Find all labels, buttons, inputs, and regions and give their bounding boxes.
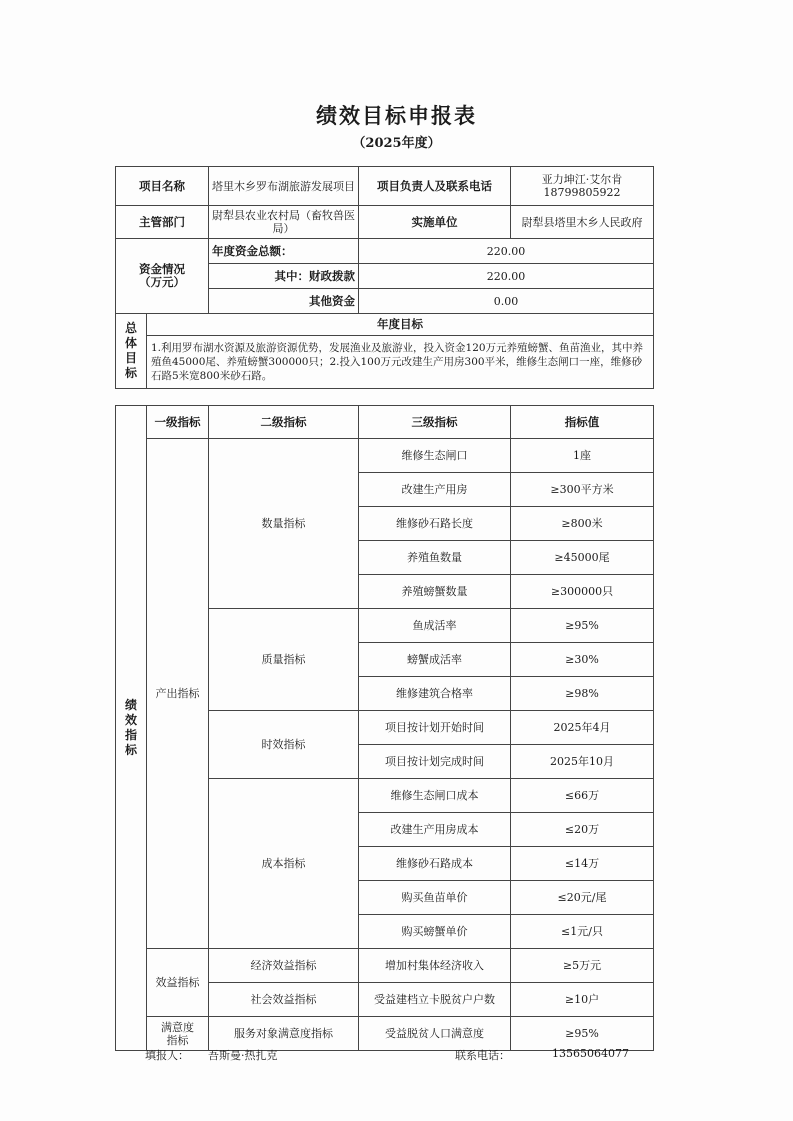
impl-value: 尉犁县塔里木乡人民政府 — [511, 206, 654, 239]
funds-label — [116, 239, 209, 314]
level2-social: 社会效益指标 — [209, 983, 359, 1017]
funds-fiscal-value: 220.00 — [359, 264, 654, 289]
indicator-value: ≥45000尾 — [511, 541, 654, 575]
indicator-name: 受益脱贫人口满意度 — [359, 1017, 511, 1051]
indicator-name: 维修生态闸口成本 — [359, 779, 511, 813]
annual-goal-header: 年度目标 — [147, 314, 654, 336]
indicator-name: 购买鱼苗单价 — [359, 881, 511, 915]
info-table — [115, 166, 654, 389]
header-value: 指标值 — [511, 406, 654, 439]
goal-char-2: 体 — [124, 336, 137, 350]
project-name-label: 项目名称 — [116, 167, 209, 206]
leader-label: 项目负责人及联系电话 — [359, 167, 511, 206]
indicator-value: ≥95% — [511, 1017, 654, 1051]
indicator-name: 受益建档立卡脱贫户户数 — [359, 983, 511, 1017]
indicator-value: ≤20万 — [511, 813, 654, 847]
header-level3: 三级指标 — [359, 406, 511, 439]
funds-other-value: 0.00 — [359, 289, 654, 314]
filler-name: 吾斯曼·热扎克 — [208, 1049, 278, 1062]
indicator-name: 维修生态闸口 — [359, 439, 511, 473]
indicator-value: ≤66万 — [511, 779, 654, 813]
level2-service: 服务对象满意度指标 — [209, 1017, 359, 1051]
impl-label: 实施单位 — [359, 206, 511, 239]
indicator-name: 改建生产用房 — [359, 473, 511, 507]
annual-goal-text: 1.利用罗布湖水资源及旅游资源优势，发展渔业及旅游业，投入资金120万元养殖螃蟹、鱼苗渔业，其中养殖鱼45000尾、养殖螃蟹300000只；2.投入100万元改建生产用房300平米，维修生态闸口一座，维修砂石路5米宽800米砂石路。 — [147, 336, 654, 389]
leader-value — [511, 167, 654, 206]
indicator-value: ≥5万元 — [511, 949, 654, 983]
header-level2: 二级指标 — [209, 406, 359, 439]
perf-char-2: 效 — [124, 713, 137, 727]
indicator-name: 维修建筑合格率 — [359, 677, 511, 711]
indicator-name: 维修砂石路成本 — [359, 847, 511, 881]
indicator-name: 购买螃蟹单价 — [359, 915, 511, 949]
funds-label-line1: 资金情况 — [139, 262, 185, 276]
funds-other-label: 其他资金 — [209, 289, 359, 314]
level1-output: 产出指标 — [147, 439, 209, 949]
indicator-name: 养殖鱼数量 — [359, 541, 511, 575]
indicator-value: ≥98% — [511, 677, 654, 711]
indicator-value: ≥95% — [511, 609, 654, 643]
indicator-name: 螃蟹成活率 — [359, 643, 511, 677]
indicator-name: 养殖螃蟹数量 — [359, 575, 511, 609]
indicator-name: 项目按计划完成时间 — [359, 745, 511, 779]
level1-benefit: 效益指标 — [147, 949, 209, 1017]
dept-value: 尉犁县农业农村局（畜牧兽医局） — [209, 206, 359, 239]
funds-label-line2: （万元） — [139, 275, 185, 289]
filler-label: 填报人： — [145, 1049, 189, 1062]
goal-char-3: 目 — [124, 351, 137, 365]
indicator-name: 改建生产用房成本 — [359, 813, 511, 847]
phone-value: 13565064077 — [552, 1047, 629, 1060]
project-name-value: 塔里木乡罗布湖旅游发展项目 — [209, 167, 359, 206]
perf-char-3: 指 — [124, 728, 137, 742]
perf-char-4: 标 — [124, 743, 137, 757]
indicator-name: 维修砂石路长度 — [359, 507, 511, 541]
overall-goal-label — [116, 314, 147, 389]
goal-char-1: 总 — [124, 321, 137, 335]
indicator-value: ≤20元/尾 — [511, 881, 654, 915]
level2-quantity: 数量指标 — [209, 439, 359, 609]
header-level1: 一级指标 — [147, 406, 209, 439]
indicator-value: ≥10户 — [511, 983, 654, 1017]
page-title: 绩效目标申报表 — [316, 103, 477, 128]
dept-label: 主管部门 — [116, 206, 209, 239]
performance-label — [116, 406, 147, 1051]
indicator-name: 增加村集体经济收入 — [359, 949, 511, 983]
indicator-value: 1座 — [511, 439, 654, 473]
performance-table — [115, 405, 654, 1051]
funds-total-label: 年度资金总额： — [209, 239, 359, 264]
indicator-value: ≥800米 — [511, 507, 654, 541]
satisfaction-line1: 满意度 — [161, 1020, 194, 1034]
funds-fiscal-label: 其中：财政拨款 — [209, 264, 359, 289]
indicator-value: ≤1元/只 — [511, 915, 654, 949]
phone-label: 联系电话： — [455, 1049, 510, 1062]
page-subtitle: （2025年度） — [352, 136, 441, 151]
indicator-value: ≥300000只 — [511, 575, 654, 609]
funds-total-value: 220.00 — [359, 239, 654, 264]
indicator-value: ≥300平方米 — [511, 473, 654, 507]
level2-economic: 经济效益指标 — [209, 949, 359, 983]
indicator-name: 项目按计划开始时间 — [359, 711, 511, 745]
satisfaction-line2: 指标 — [166, 1033, 189, 1047]
indicator-value: ≥30% — [511, 643, 654, 677]
indicator-value: ≤14万 — [511, 847, 654, 881]
level2-cost: 成本指标 — [209, 779, 359, 949]
indicator-value: 2025年10月 — [511, 745, 654, 779]
level2-timeliness: 时效指标 — [209, 711, 359, 779]
indicator-name: 鱼成活率 — [359, 609, 511, 643]
perf-char-1: 绩 — [124, 698, 137, 712]
level1-satisfaction — [147, 1017, 209, 1051]
indicator-value: 2025年4月 — [511, 711, 654, 745]
goal-char-4: 标 — [124, 366, 137, 380]
leader-name: 亚力坤江·艾尔肯 — [541, 173, 623, 186]
leader-phone: 18799805922 — [543, 186, 621, 199]
level2-quality: 质量指标 — [209, 609, 359, 711]
